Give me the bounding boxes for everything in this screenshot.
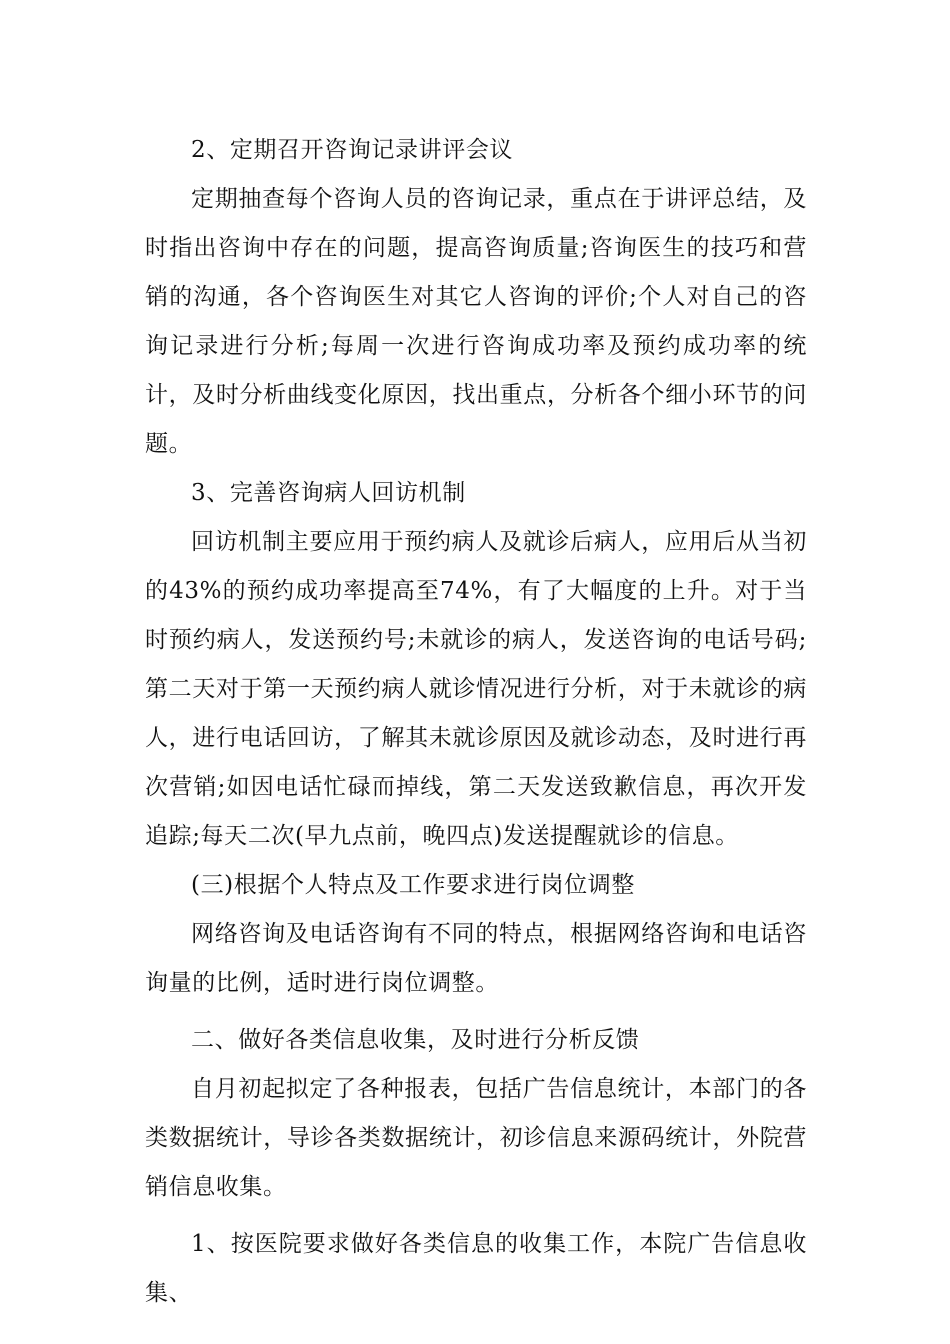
paragraph-hospital-requirements: 1、按医院要求做好各类信息的收集工作，本院广告信息收集、 xyxy=(145,1231,807,1306)
section-heading-information-collection: 二、做好各类信息收集，及时进行分析反馈 xyxy=(191,1027,640,1053)
section-heading-regular-review-meeting: 2、定期召开咨询记录讲评会议 xyxy=(191,137,514,163)
section-heading-callback-mechanism: 3、完善咨询病人回访机制 xyxy=(191,480,466,506)
paragraph-review-records: 定期抽查每个咨询人员的咨询记录，重点在于讲评总结，及时指出咨询中存在的问题，提高咨询质量;咨询医生的技巧和营销的沟通，各个咨询医生对其它人咨询的评价;个人对自己的咨询记录进行分析;每周一次进行咨询成功率及预约成功率的统计，及时分析曲线变化原因，找出重点，分析各个细小环节的问题。 xyxy=(145,186,807,457)
paragraph-callback-details: 回访机制主要应用于预约病人及就诊后病人，应用后从当初的43%的预约成功率提高至74%，有了大幅度的上升。对于当时预约病人，发送预约号;未就诊的病人，发送咨询的电话号码;第二天对于第一天预约病人就诊情况进行分析，对于未就诊的病人，进行电话回访，了解其未就诊原因及就诊动态，及时进行再次营销;如因电话忙碌而掉线，第二天发送致歉信息，再次开发追踪;每天二次(早九点前，晚四点)发送提醒就诊的信息。 xyxy=(145,529,807,849)
paragraph-report-forms: 自月初起拟定了各种报表，包括广告信息统计，本部门的各类数据统计，导诊各类数据统计，初诊信息来源码统计，外院营销信息收集。 xyxy=(145,1076,807,1200)
section-heading-position-adjustment: (三)根据个人特点及工作要求进行岗位调整 xyxy=(191,872,635,898)
document-body xyxy=(145,126,807,1318)
paragraph-position-adjustment: 网络咨询及电话咨询有不同的特点，根据网络咨询和电话咨询量的比例，适时进行岗位调整。 xyxy=(145,921,807,996)
